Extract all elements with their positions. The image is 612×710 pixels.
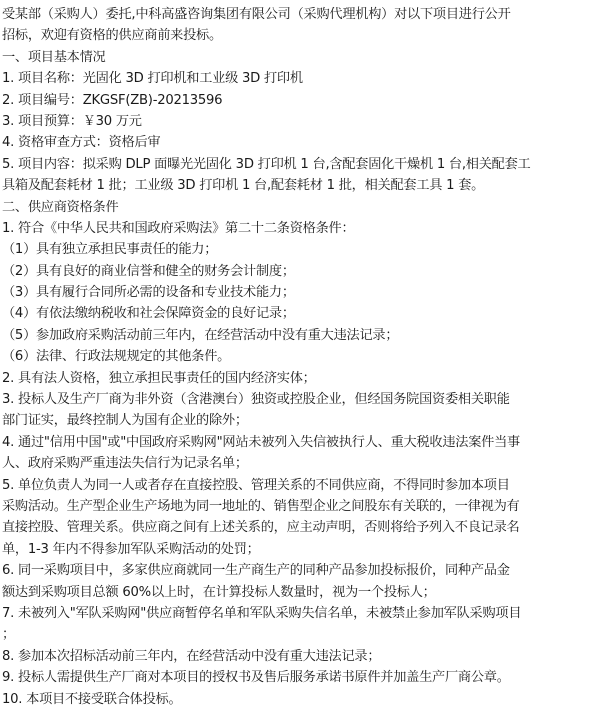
requirement-1: 1. 符合《中华人民共和国政府采购法》第二十二条资格条件： [2, 220, 355, 236]
requirement-7-line-1: 7. 未被列入"军队采购网"供应商暂停名单和军队采购失信名单，未被禁止参加军队采购项目 [2, 605, 522, 621]
project-name: 1. 项目名称：光固化 3D 打印机和工业级 3D 打印机 [2, 71, 303, 87]
project-content-line-1: 5. 项目内容：拟采购 DLP 面曝光光固化 3D 打印机 1 台,含配套固化干燥机 1 台,相关配套工 [2, 156, 531, 172]
requirement-9: 9. 投标人需提供生产厂商对本项目的授权书及售后服务承诺书原件并加盖生产厂商公章。 [2, 670, 510, 686]
requirement-1-sub-1: （1）具有独立承担民事责任的能力； [2, 242, 218, 258]
requirement-6-line-2: 额达到采购项目总额 60%以上时，在计算投标人数量时，视为一个投标人； [2, 584, 436, 600]
requirement-1-sub-5: （5）参加政府采购活动前三年内，在经营活动中没有重大违法记录； [2, 327, 399, 343]
requirement-3-line-2: 部门证实，最终控制人为国有企业的除外； [2, 413, 248, 429]
section-heading-supplier-qualifications: 二、供应商资格条件 [2, 199, 119, 215]
requirement-3-line-1: 3. 投标人及生产厂商为非外资（含港澳台）独资或控股企业，但经国务院国资委相关职能 [2, 392, 510, 408]
qualification-review-method: 4. 资格审查方式：资格后审 [2, 135, 161, 151]
requirement-4-line-1: 4. 通过"信用中国"或"中国政府采购网"网站未被列入失信被执行人、重大税收违法案件当事 [2, 434, 520, 450]
project-number: 2. 项目编号：ZKGSF(ZB)-20213596 [2, 92, 223, 108]
requirement-1-sub-3: （3）具有履行合同所必需的设备和专业技术能力； [2, 285, 295, 301]
project-content-line-2: 具箱及配套耗材 1 批；工业级 3D 打印机 1 台,配套耗材 1 批，相关配套工具 1 套。 [2, 178, 485, 194]
requirement-5-line-1: 5. 单位负责人为同一人或者存在直接控股、管理关系的不同供应商，不得同时参加本项目 [2, 477, 510, 493]
requirement-8: 8. 参加本次招标活动前三年内，在经营活动中没有重大违法记录； [2, 648, 381, 664]
project-budget: 3. 项目预算：￥30 万元 [2, 113, 142, 129]
requirement-7-line-2: ； [2, 627, 15, 643]
requirement-1-sub-2: （2）具有良好的商业信誉和健全的财务会计制度； [2, 263, 295, 279]
requirement-5-line-3: 直接控股、管理关系。供应商之间有上述关系的，应主动声明，否则将给予列入不良记录名 [2, 520, 520, 536]
intro-line-1: 受某部（采购人）委托,中科高盛咨询集团有限公司（采购代理机构）对以下项目进行公开 [2, 7, 511, 22]
section-heading-project-info: 一、项目基本情况 [2, 49, 106, 65]
requirement-5-line-2: 采购活动。生产型企业生产场地为同一地址的、销售型企业之间股东有关联的，一律视为有 [2, 498, 520, 514]
intro-line-2: 招标，欢迎有资格的供应商前来投标。 [2, 28, 222, 44]
requirement-2: 2. 具有法人资格，独立承担民事责任的国内经济实体； [2, 370, 316, 386]
requirement-1-sub-6: （6）法律、行政法规规定的其他条件。 [2, 349, 231, 365]
requirement-10: 10. 本项目不接受联合体投标。 [2, 691, 182, 707]
requirement-1-sub-4: （4）有依法缴纳税收和社会保障资金的良好记录； [2, 306, 295, 322]
requirement-5-line-4: 单，1-3 年内不得参加军队采购活动的处罚； [2, 541, 260, 557]
requirement-6-line-1: 6. 同一采购项目中，多家供应商就同一生产商生产的同种产品参加投标报价，同种产品金 [2, 563, 510, 579]
requirement-4-line-2: 人、政府采购严重违法失信行为记录名单； [2, 456, 248, 472]
